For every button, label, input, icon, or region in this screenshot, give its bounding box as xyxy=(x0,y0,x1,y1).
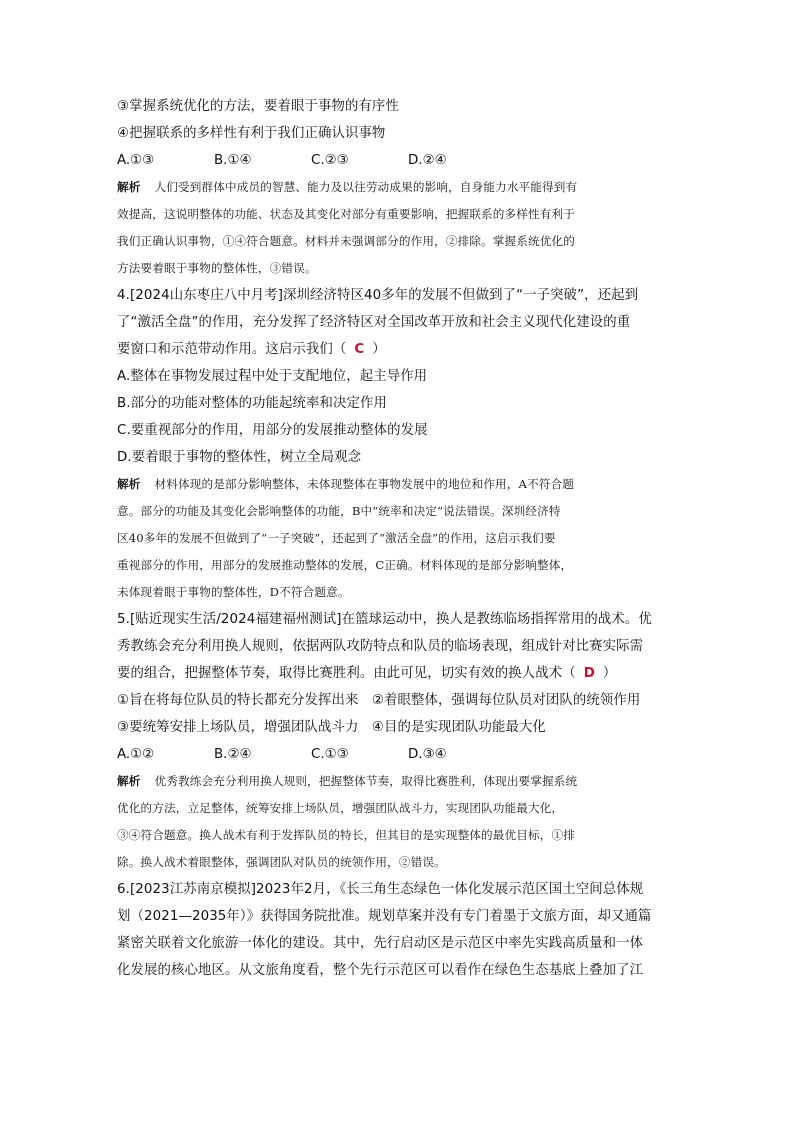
q3-option-b: B.①④ xyxy=(214,153,252,168)
q5-analysis-line: 除。换人战术着眼整体，强调团队对队员的统领作用，②错误。 xyxy=(117,855,446,869)
q3-option-d: D.②④ xyxy=(408,153,447,168)
q3-analysis-line: 方法要着眼于事物的整体性，③错误。 xyxy=(117,261,317,275)
q4-analysis-line: 重视部分的作用，用部分的发展推动整体的发展，C正确。材料体现的是部分影响整体， xyxy=(117,558,573,572)
q4-option-c: C.要重视部分的作用，用部分的发展推动整体的发展 xyxy=(117,423,428,438)
q5-stem-line: 要的组合，把握整体节奏，取得比赛胜利。由此可见，切实有效的换人战术（ D ） xyxy=(117,666,617,681)
q4-stem-line: 了“激活全盘”的作用，充分发挥了经济特区对全国改革开放和社会主义现代化建设的重 xyxy=(117,315,631,330)
q4-option-a: A.整体在事物发展过程中处于支配地位，起主导作用 xyxy=(117,369,428,384)
q4-analysis-line: 未体现着眼于事物的整体性，D不符合题意。 xyxy=(117,585,350,599)
q5-option-c: C.①③ xyxy=(311,747,349,762)
q4-option-b: B.部分的功能对整体的功能起统率和决定作用 xyxy=(117,396,387,411)
analysis-label: 解析 xyxy=(117,774,141,788)
q5-stem-line: 秀教练会充分利用换人规则，依据两队攻防特点和队员的临场表现，组成针对比赛实际需 xyxy=(117,639,644,654)
q5-option-b: B.②④ xyxy=(214,747,252,762)
q4-stem-line: 4.[2024山东枣庄八中月考]深圳经济特区40多年的发展不但做到了“一子突破”，还起到 xyxy=(117,288,639,303)
q3-analysis-line: 我们正确认识事物，①④符合题意。材料并未强调部分的作用，②排除。掌握系统优化的 xyxy=(117,234,576,248)
q4-option-d: D.要着眼于事物的整体性，树立全局观念 xyxy=(117,450,362,465)
q6-stem-line: 划（2021—2035年）》获得国务院批准。规划草案并没有专门着墨于文旅方面，却又通篇 xyxy=(117,909,652,924)
q3-analysis-line: 效提高，这说明整体的功能、状态及其变化对部分有重要影响，把握联系的多样性有利于 xyxy=(117,207,576,221)
q4-stem-line: 要窗口和示范带动作用。这启示我们（ C ） xyxy=(117,342,386,357)
q4-answer: C xyxy=(354,342,365,357)
q5-statements: ①旨在将每位队员的特长都充分发挥出来 ②着眼整体，强调每位队员对团队的统领作用 xyxy=(117,693,641,708)
statement-4: ④把握联系的多样性有利于我们正确认识事物 xyxy=(117,126,386,141)
q3-analysis-line: 解析 人们受到群体中成员的智慧、能力及以往劳动成果的影响，自身能力水平能得到有 xyxy=(117,180,578,194)
q5-statements: ③要统筹安排上场队员，增强团队战斗力 ④目的是实现团队功能最大化 xyxy=(117,720,546,735)
q5-analysis-line: ③④符合题意。换人战术有利于发挥队员的特长，但其目的是实现整体的最优目标，①排 xyxy=(117,828,576,842)
statement-3: ③掌握系统优化的方法，要着眼于事物的有序性 xyxy=(117,99,399,114)
q3-option-a: A.①③ xyxy=(117,153,155,168)
page-content xyxy=(117,93,677,984)
q5-option-a: A.①② xyxy=(117,747,155,762)
analysis-label: 解析 xyxy=(117,477,141,491)
analysis-label: 解析 xyxy=(117,180,141,194)
q5-analysis-line: 优化的方法，立足整体，统筹安排上场队员，增强团队战斗力，实现团队功能最大化， xyxy=(117,801,564,815)
q6-stem-line: 化发展的核心地区。从文旅角度看，整个先行示范区可以看作在绿色生态基底上叠加了江 xyxy=(117,963,644,978)
q5-options xyxy=(117,741,677,768)
q4-analysis-line: 解析 材料体现的是部分影响整体，未体现整体在事物发展中的地位和作用，A不符合题 xyxy=(117,477,575,491)
q5-stem-line: 5.[贴近现实生活/2024福建福州测试]在篮球运动中，换人是教练临场指挥常用的战术。优 xyxy=(117,612,652,627)
q5-answer: D xyxy=(583,666,595,681)
q6-stem-line: 紧密关联着文化旅游一体化的建设。其中，先行启动区是示范区中率先实践高质量和一体 xyxy=(117,936,644,951)
q4-analysis-line: 区40多年的发展不但做到了“一子突破”，还起到了“激活全盘”的作用，这启示我们要 xyxy=(117,531,556,545)
q3-options xyxy=(117,147,677,174)
q3-option-c: C.②③ xyxy=(311,153,349,168)
q6-stem-line: 6.[2023江苏南京模拟]2023年2月，《长三角生态绿色一体化发展示范区国土空间总体规 xyxy=(117,882,644,897)
q5-analysis-line: 解析 优秀教练会充分利用换人规则，把握整体节奏，取得比赛胜利，体现出要掌握系统 xyxy=(117,774,578,788)
q5-option-d: D.③④ xyxy=(408,747,447,762)
q4-analysis-line: 意。部分的功能及其变化会影响整体的功能，B中“统率和决定”说法错误。深圳经济特 xyxy=(117,504,561,518)
